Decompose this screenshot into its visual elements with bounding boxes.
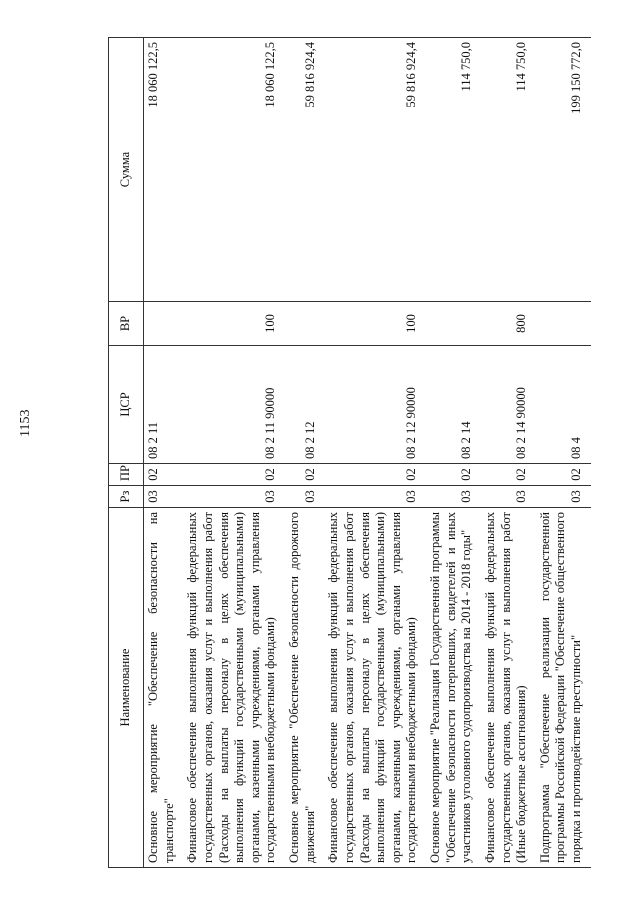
header-pr: ПР [109,464,144,486]
row-vr [144,302,184,346]
row-rz: 03 [285,486,324,508]
budget-table [108,37,591,868]
table-header [109,38,144,868]
header-rz: Рз [109,486,144,508]
table-row [481,38,536,868]
row-sum: 114 750,0 [481,38,536,302]
row-vr [285,302,324,346]
row-sum: 18 060 122,5 [144,38,184,302]
row-rz: 03 [183,486,285,508]
row-pr: 02 [144,464,184,486]
row-rz: 03 [536,486,591,508]
row-rz: 03 [144,486,184,508]
row-vr [426,302,481,346]
table-row [324,38,426,868]
table-row [426,38,481,868]
row-csr: 08 2 14 90000 [481,346,536,464]
row-name: Основное мероприятие "Обеспечение безопасности дорожного движения" [285,508,324,868]
row-pr: 02 [536,464,591,486]
row-rz: 03 [481,486,536,508]
row-name: Финансовое обеспечение выполнения функций федеральных государственных органов, оказания услуг и выполнения работ (Расходы на выплаты персоналу в целях обеспечения выполнения функций государственными (муниципальными) органами, казенными учреждениями, органами управления государственными внебюджетными фондами) [324,508,426,868]
row-pr: 02 [183,464,285,486]
row-sum: 199 150 772,0 [536,38,591,302]
row-csr: 08 2 12 [285,346,324,464]
row-name: Финансовое обеспечение выполнения функций федеральных государственных органов, оказания услуг и выполнения работ (Иные бюджетные ассигнования) [481,508,536,868]
table-row [285,38,324,868]
row-sum: 59 816 924,4 [324,38,426,302]
row-vr: 100 [183,302,285,346]
row-csr: 08 2 11 90000 [183,346,285,464]
row-csr: 08 2 12 90000 [324,346,426,464]
table-row [183,38,285,868]
row-csr: 08 4 [536,346,591,464]
header-name: Наименование [109,508,144,868]
row-pr: 02 [426,464,481,486]
table-row [144,38,184,868]
row-csr: 08 2 11 [144,346,184,464]
row-rz: 03 [426,486,481,508]
row-name: Основное мероприятие "Обеспечение безопасности на транспорте" [144,508,184,868]
row-sum: 18 060 122,5 [183,38,285,302]
row-name: Подпрограмма "Обеспечение реализации государственной программы Российской Федерации "Обеспечение общественного порядка и противодействие преступности" [536,508,591,868]
row-rz: 03 [324,486,426,508]
table-row [536,38,591,868]
row-csr: 08 2 14 [426,346,481,464]
row-name: Финансовое обеспечение выполнения функций федеральных государственных органов, оказания услуг и выполнения работ (Расходы на выплаты персоналу в целях обеспечения выполнения функций государственными (муниципальными) органами, казенными учреждениями, органами управления государственными внебюджетными фондами) [183,508,285,868]
row-name: Основное мероприятие "Реализация Государственной программы "Обеспечение безопасности потерпевших, свидетелей и иных участников уголовного судопроизводства на 2014 - 2018 годы" [426,508,481,868]
header-sum: Сумма [109,38,144,302]
rotated-table-wrapper [108,38,593,868]
row-pr: 02 [481,464,536,486]
header-vr: ВР [109,302,144,346]
row-sum: 114 750,0 [426,38,481,302]
row-pr: 02 [285,464,324,486]
page-number: 1153 [18,409,33,437]
header-csr: ЦСР [109,346,144,464]
row-vr: 800 [481,302,536,346]
table-body [144,38,591,868]
row-sum: 59 816 924,4 [285,38,324,302]
row-vr: 100 [324,302,426,346]
row-vr [536,302,591,346]
row-pr: 02 [324,464,426,486]
